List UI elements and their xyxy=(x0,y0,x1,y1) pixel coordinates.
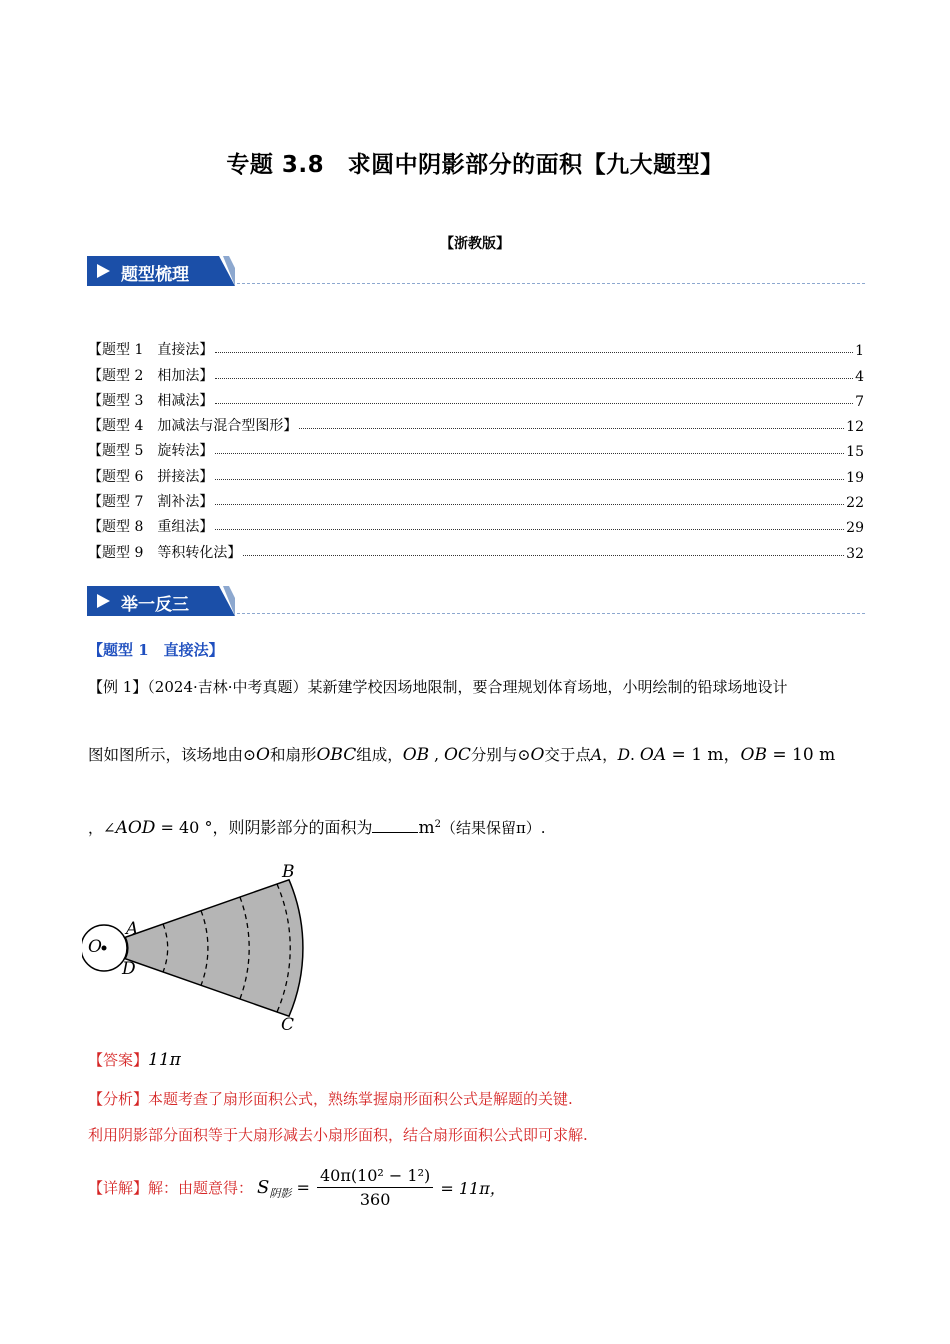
shaded-region xyxy=(125,880,303,1016)
toc-item-page: 19 xyxy=(846,469,864,486)
answer-line xyxy=(88,1049,181,1070)
example-line-2 xyxy=(88,740,835,765)
analysis-line-2: 利用阴影部分面积等于大扇形减去小扇形面积，结合扇形面积公式即可求解. xyxy=(88,1126,588,1144)
label-D: D xyxy=(122,959,136,979)
math-var: OA xyxy=(639,745,667,765)
text: 组成， xyxy=(356,746,403,764)
table-of-contents xyxy=(88,334,864,562)
example-line-1: 【例 1】（2024·吉林·中考真题）某新建学校因场地限制，要合理规划体育场地，小明绘制的铅球场地设计 xyxy=(88,678,788,696)
play-arrow-icon xyxy=(97,594,110,608)
detail-line xyxy=(88,1166,506,1209)
text: . xyxy=(630,746,635,764)
toc-item-label: 【题型 3 相减法】 xyxy=(88,392,214,409)
toc-item-page: 4 xyxy=(855,368,864,385)
text: = 10 m xyxy=(766,745,836,765)
edition-label: 【浙教版】 xyxy=(440,236,510,252)
text: ， xyxy=(602,746,618,764)
equals: = xyxy=(291,1178,315,1197)
toc-item-page: 1 xyxy=(855,343,864,360)
banner-label: 题型梳理 xyxy=(121,265,189,285)
detail-tag: 【详解】 xyxy=(88,1179,149,1197)
toc-item-page: 22 xyxy=(846,495,864,512)
math-var: OC xyxy=(443,745,471,765)
toc-item-label: 【题型 4 加减法与混合型图形】 xyxy=(88,418,298,435)
answer-blank[interactable] xyxy=(372,818,418,833)
sector-figure xyxy=(82,858,312,1038)
fraction xyxy=(317,1166,433,1209)
unit: m xyxy=(418,818,435,838)
detail-text: 解：由题意得： xyxy=(148,1179,254,1197)
toc-leader-dots xyxy=(215,352,853,353)
math-var: AOD xyxy=(115,818,156,838)
math-var: OB xyxy=(402,745,430,765)
center-point xyxy=(102,946,107,951)
label-O: O xyxy=(88,937,102,957)
answer-value: 11π xyxy=(148,1050,181,1070)
label-B: B xyxy=(282,862,295,882)
text: = 40 °，则阴影部分的面积为 xyxy=(155,818,373,837)
toc-leader-dots xyxy=(299,428,844,429)
example-line-3 xyxy=(88,815,546,838)
toc-banner xyxy=(87,256,865,286)
toc-item[interactable] xyxy=(88,486,864,511)
label-C: C xyxy=(281,1015,295,1035)
text: （结果保留π）. xyxy=(440,819,546,837)
toc-item-page: 15 xyxy=(846,444,864,461)
math-var: D xyxy=(617,746,631,764)
toc-item[interactable] xyxy=(88,511,864,536)
banner-dashed-line xyxy=(237,613,865,614)
math-var: OBC xyxy=(316,745,357,765)
toc-item-page: 29 xyxy=(846,520,864,537)
toc-item-page: 12 xyxy=(846,419,864,436)
toc-item[interactable] xyxy=(88,536,864,561)
text: 和扇形 xyxy=(269,746,317,764)
toc-item-page: 32 xyxy=(846,545,864,562)
toc-item[interactable] xyxy=(88,435,864,460)
label-A: A xyxy=(126,919,139,939)
analysis-tag: 【分析】 xyxy=(88,1090,149,1108)
toc-item-label: 【题型 7 割补法】 xyxy=(88,494,214,511)
section-heading: 【题型 1 直接法】 xyxy=(88,641,224,659)
play-arrow-icon xyxy=(97,264,110,278)
toc-item[interactable] xyxy=(88,410,864,435)
superscript: 2 xyxy=(434,819,441,830)
text: = 1 m， xyxy=(666,745,741,765)
analysis-text: 本题考查了扇形面积公式，熟练掌握扇形面积公式是解题的关键. xyxy=(148,1090,573,1108)
page-title: 专题 3.8 求圆中阴影部分的面积【九大题型】 xyxy=(226,152,724,178)
toc-item-label: 【题型 5 旋转法】 xyxy=(88,443,214,460)
toc-item[interactable] xyxy=(88,385,864,410)
toc-item-label: 【题型 9 等积转化法】 xyxy=(88,544,242,561)
toc-item-label: 【题型 8 重组法】 xyxy=(88,519,214,536)
math-var: O xyxy=(530,745,545,765)
toc-leader-dots xyxy=(215,453,844,454)
banner-dashed-line xyxy=(237,283,865,284)
banner-label: 举一反三 xyxy=(121,595,189,615)
circle-symbol: ⊙ xyxy=(517,746,531,764)
subscript: 阴影 xyxy=(269,1187,292,1200)
analysis-line-1 xyxy=(88,1088,573,1109)
math-var: O xyxy=(256,745,270,765)
result: = 11π， xyxy=(435,1179,506,1198)
toc-leader-dots xyxy=(215,529,844,530)
toc-item[interactable] xyxy=(88,334,864,359)
toc-item-page: 7 xyxy=(855,393,864,410)
toc-leader-dots xyxy=(243,555,844,556)
toc-item-label: 【题型 2 相加法】 xyxy=(88,367,214,384)
text: ，∠ xyxy=(88,819,116,837)
math-var: A xyxy=(590,746,603,764)
toc-item[interactable] xyxy=(88,460,864,485)
fraction-numerator: 40π(10² − 1²) xyxy=(317,1166,433,1188)
toc-item-label: 【题型 1 直接法】 xyxy=(88,342,214,359)
toc-leader-dots xyxy=(215,403,853,404)
text: 图如图所示，该场地由 xyxy=(88,746,244,764)
toc-leader-dots xyxy=(215,479,844,480)
math-var: S xyxy=(257,1177,270,1198)
examples-banner xyxy=(87,586,865,616)
math-var: OB xyxy=(740,745,767,765)
fraction-denominator: 360 xyxy=(359,1190,391,1209)
text: , xyxy=(429,746,444,764)
circle-symbol: ⊙ xyxy=(243,746,257,764)
toc-item-label: 【题型 6 拼接法】 xyxy=(88,468,214,485)
text: 交于点 xyxy=(544,746,591,764)
toc-item[interactable] xyxy=(88,359,864,384)
answer-tag: 【答案】 xyxy=(88,1051,149,1069)
text: 分别与 xyxy=(470,746,518,764)
toc-leader-dots xyxy=(215,378,853,379)
toc-leader-dots xyxy=(215,504,844,505)
